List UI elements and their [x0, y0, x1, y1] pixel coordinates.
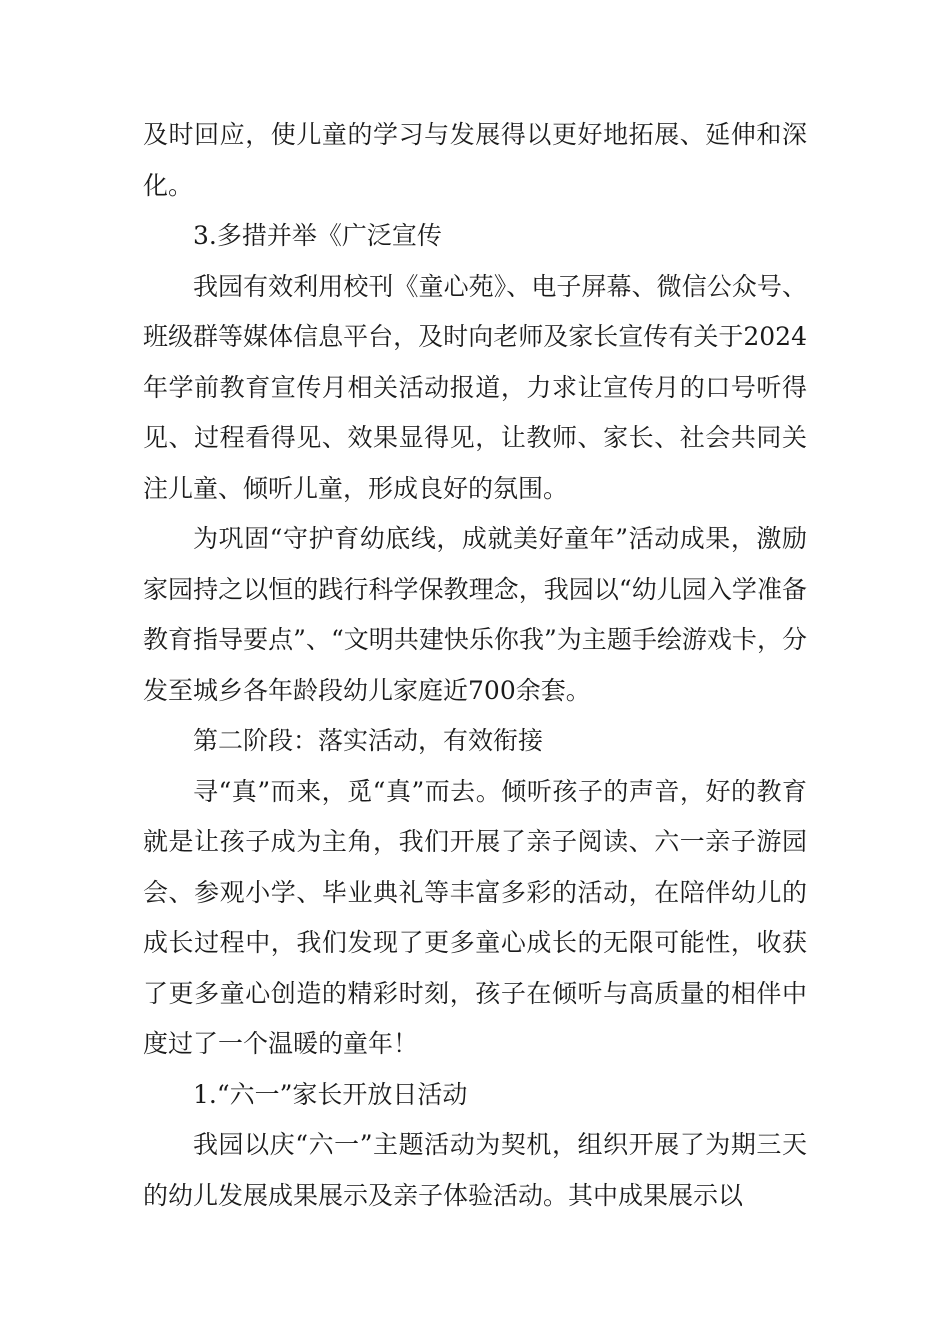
paragraph-open-day: 我园以庆“六一”主题活动为契机，组织开展了为期三天的幼儿发展成果展示及亲子体验活动。其中成果展示以	[143, 1130, 807, 1210]
section-heading-publicity: 3.多措并举《广泛宣传	[193, 221, 442, 250]
section-heading-open-day: 1.“六一”家长开放日活动	[193, 1079, 468, 1109]
paragraph-game-cards: 为巩固“守护育幼底线，成就美好童年”活动成果，激励家园持之以恒的践行科学保教理念，我园以“幼儿园入学准备教育指导要点”、“文明共建快乐你我”为主题手绘游戏卡，分发至城乡各年龄段幼儿家庭近700余套。	[143, 524, 807, 705]
body-text	[143, 110, 807, 1221]
paragraph-continuation: 及时回应，使儿童的学习与发展得以更好地拓展、延伸和深化。	[143, 120, 807, 200]
section-heading-stage-two: 第二阶段：落实活动，有效衔接	[193, 726, 544, 755]
paragraph-media-publicity: 我园有效利用校刊《童心苑》、电子屏幕、微信公众号、班级群等媒体信息平台，及时向老师及家长宣传有关于2024年学前教育宣传月相关活动报道，力求让宣传月的口号听得见、过程看得见、效果显得见，让教师、家长、社会共同关注儿童、倾听儿童，形成良好的氛围。	[143, 271, 807, 503]
paragraph-activities: 寻“真”而来，觅“真”而去。倾听孩子的声音，好的教育就是让孩子成为主角，我们开展了亲子阅读、六一亲子游园会、参观小学、毕业典礼等丰富多彩的活动，在陪伴幼儿的成长过程中，我们发现了更多童心成长的无限可能性，收获了更多童心创造的精彩时刻，孩子在倾听与高质量的相伴中度过了一个温暖的童年！	[143, 776, 807, 1058]
